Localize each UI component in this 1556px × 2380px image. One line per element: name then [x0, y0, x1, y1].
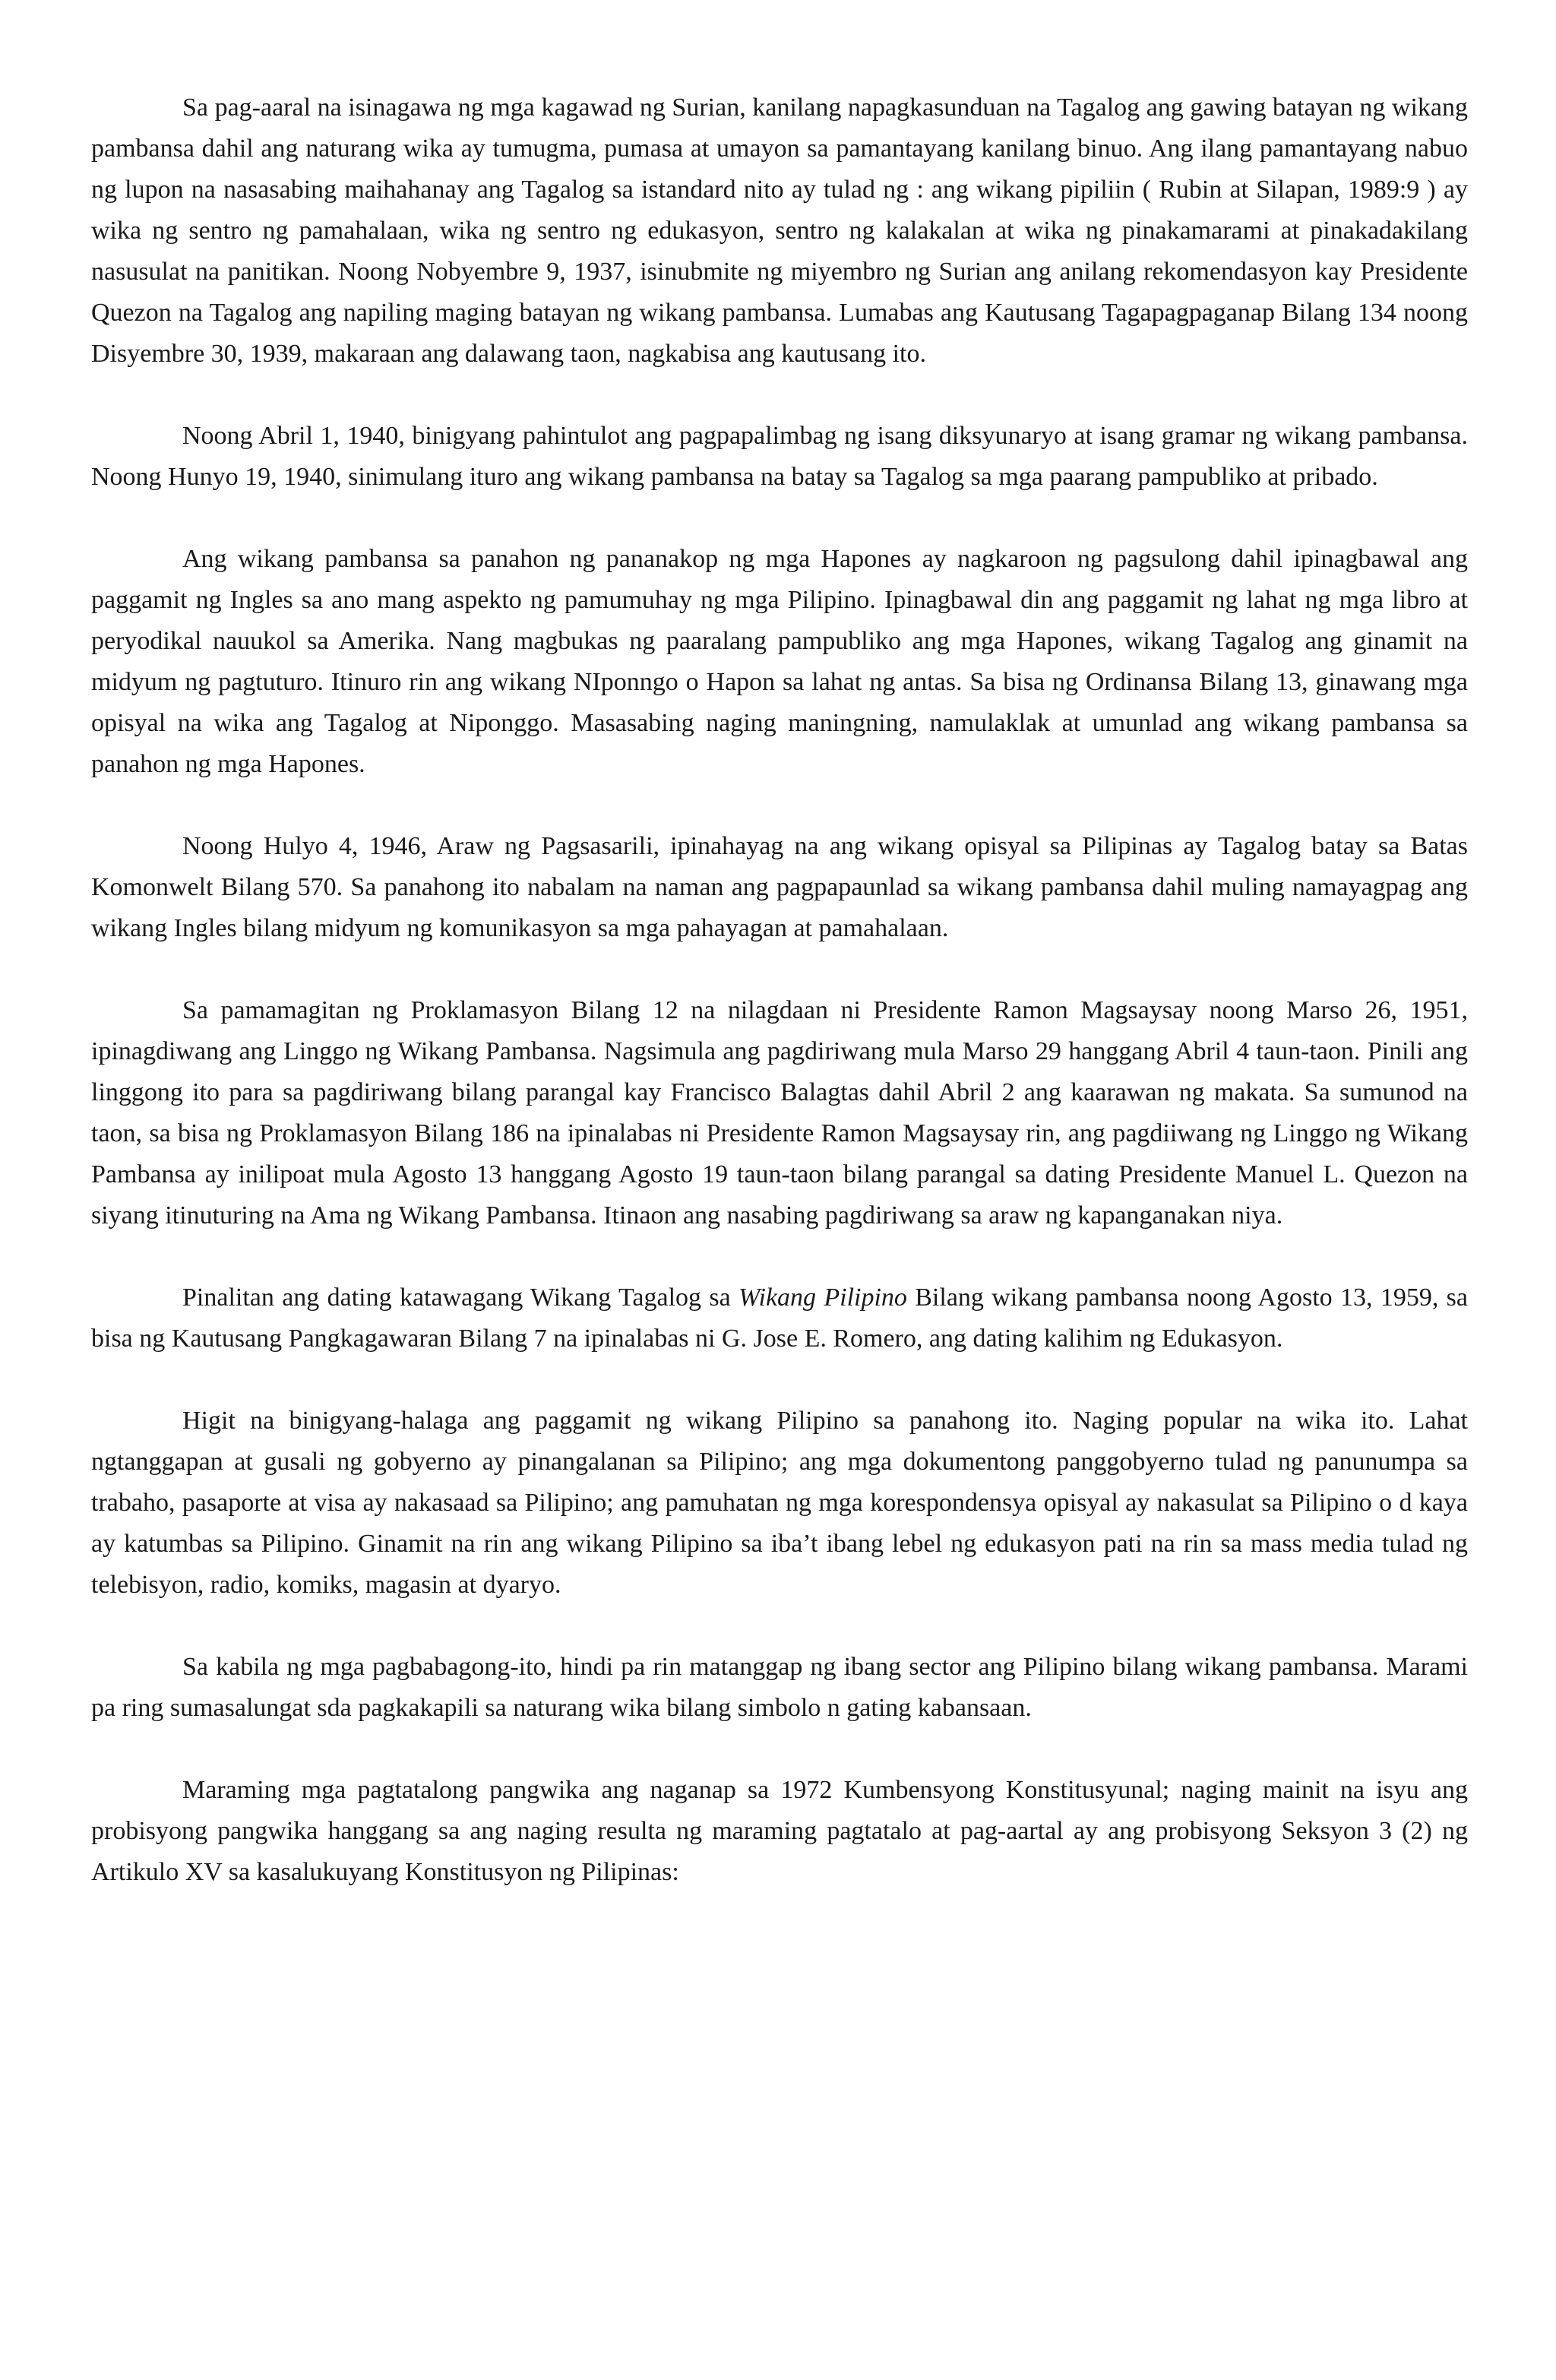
- paragraph-6-italic-term: Wikang Pilipino: [738, 1283, 907, 1312]
- paragraph-9: Maraming mga pagtatalong pangwika ang naganap sa 1972 Kumbensyong Konstitusyunal; naging mainit na isyu ang probisyong pangwika hanggang sa ang naging resulta ng maraming pagtatalo at pag-aartal ay ang probisyong Seksyon 3 (2) ng Artikulo XV sa kasalukuyang Konstitusyon ng Pilipinas:: [91, 1776, 1468, 1886]
- paragraph-6-end: Bilang wikang pambansa noong Agosto 13, 1959, sa bisa ng Kautusang Pangkagawaran Bilang 7 na ipinalabas ni G. Jose E. Romero, ang dating kalihim ng Edukasyon.: [91, 1283, 1468, 1353]
- paragraph-2: Noong Abril 1, 1940, binigyang pahintulot ang pagpapalimbag ng isang diksyunaryo at isang gramar ng wikang pambansa. Noong Hunyo 19, 1940, sinimulang ituro ang wikang pambansa na batay sa Tagalog sa mga paarang pampubliko at pribado.: [91, 422, 1468, 491]
- paragraph-6-start: Pinalitan ang dating katawagang Wikang Tagalog sa: [182, 1283, 739, 1312]
- paragraph-3: Ang wikang pambansa sa panahon ng pananakop ng mga Hapones ay nagkaroon ng pagsulong dahil ipinagbawal ang paggamit ng Ingles sa ano mang aspekto ng pamumuhay ng mga Pilipino. Ipinagbawal din ang paggamit ng lahat ng mga libro at peryodikal nauukol sa Amerika. Nang magbukas ng paaralang pampubliko ang mga Hapones, wikang Tagalog ang ginamit na midyum ng pagtuturo. Itinuro rin ang wikang NIponngo o Hapon sa lahat ng antas. Sa bisa ng Ordinansa Bilang 13, ginawang mga opisyal na wika ang Tagalog at Niponggo. Masasabing naging maningning, namulaklak at umunlad ang wikang pambansa sa panahon ng mga Hapones.: [91, 545, 1468, 778]
- paragraph-7: Higit na binigyang-halaga ang paggamit ng wikang Pilipino sa panahong ito. Naging popular na wika ito. Lahat ngtanggapan at gusali ng gobyerno ay pinangalanan sa Pilipino; ang mga dokumentong panggobyerno tulad ng panunumpa sa trabaho, pasaporte at visa ay nakasaad sa Pilipino; ang pamuhatan ng mga korespondensya opisyal ay nakasulat sa Pilipino o d kaya ay katumbas sa Pilipino. Ginamit na rin ang wikang Pilipino sa iba’t ibang lebel ng edukasyon pati na rin sa mass media tulad ng telebisyon, radio, komiks, magasin at dyaryo.: [91, 1407, 1468, 1599]
- paragraph-4: Noong Hulyo 4, 1946, Araw ng Pagsasarili, ipinahayag na ang wikang opisyal sa Pilipinas ay Tagalog batay sa Batas Komonwelt Bilang 570. Sa panahong ito nabalam na naman ang pagpapaunlad sa wikang pambansa dahil muling namayagpag ang wikang Ingles bilang midyum ng komunikasyon sa mga pahayagan at pamahalaan.: [91, 832, 1468, 942]
- paragraph-5: Sa pamamagitan ng Proklamasyon Bilang 12 na nilagdaan ni Presidente Ramon Magsaysay noong Marso 26, 1951, ipinagdiwang ang Linggo ng Wikang Pambansa. Nagsimula ang pagdiriwang mula Marso 29 hanggang Abril 4 taun-taon. Pinili ang linggong ito para sa pagdiriwang bilang parangal kay Francisco Balagtas dahil Abril 2 ang kaarawan ng makata. Sa sumunod na taon, sa bisa ng Proklamasyon Bilang 186 na ipinalabas ni Presidente Ramon Magsaysay rin, ang pagdiiwang ng Linggo ng Wikang Pambansa ay inilipoat mula Agosto 13 hanggang Agosto 19 taun-taon bilang parangal sa dating Presidente Manuel L. Quezon na siyang itinuturing na Ama ng Wikang Pambansa. Itinaon ang nasabing pagdiriwang sa araw ng kapanganakan niya.: [91, 996, 1468, 1230]
- document-page: [91, 87, 1468, 1893]
- paragraph-1: Sa pag-aaral na isinagawa ng mga kagawad ng Surian, kanilang napagkasunduan na Tagalog ang gawing batayan ng wikang pambansa dahil ang naturang wika ay tumugma, pumasa at umayon sa pamantayang kanilang binuo. Ang ilang pamantayang nabuo ng lupon na nasasabing maihahanay ang Tagalog sa istandard nito ay tulad ng : ang wikang pipiliin ( Rubin at Silapan, 1989:9 ) ay wika ng sentro ng pamahalaan, wika ng sentro ng edukasyon, sentro ng kalakalan at wika ng pinakamarami at pinakadakilang nasusulat na panitikan. Noong Nobyembre 9, 1937, isinubmite ng miyembro ng Surian ang anilang rekomendasyon kay Presidente Quezon na Tagalog ang napiling maging batayan ng wikang pambansa. Lumabas ang Kautusang Tagapagpaganap Bilang 134 noong Disyembre 30, 1939, makaraan ang dalawang taon, nagkabisa ang kautusang ito.: [91, 93, 1468, 368]
- paragraph-8: Sa kabila ng mga pagbabagong-ito, hindi pa rin matanggap ng ibang sector ang Pilipino bilang wikang pambansa. Marami pa ring sumasalungat sda pagkakapili sa naturang wika bilang simbolo n gating kabansaan.: [91, 1653, 1468, 1722]
- paragraph-6: [91, 1277, 1468, 1359]
